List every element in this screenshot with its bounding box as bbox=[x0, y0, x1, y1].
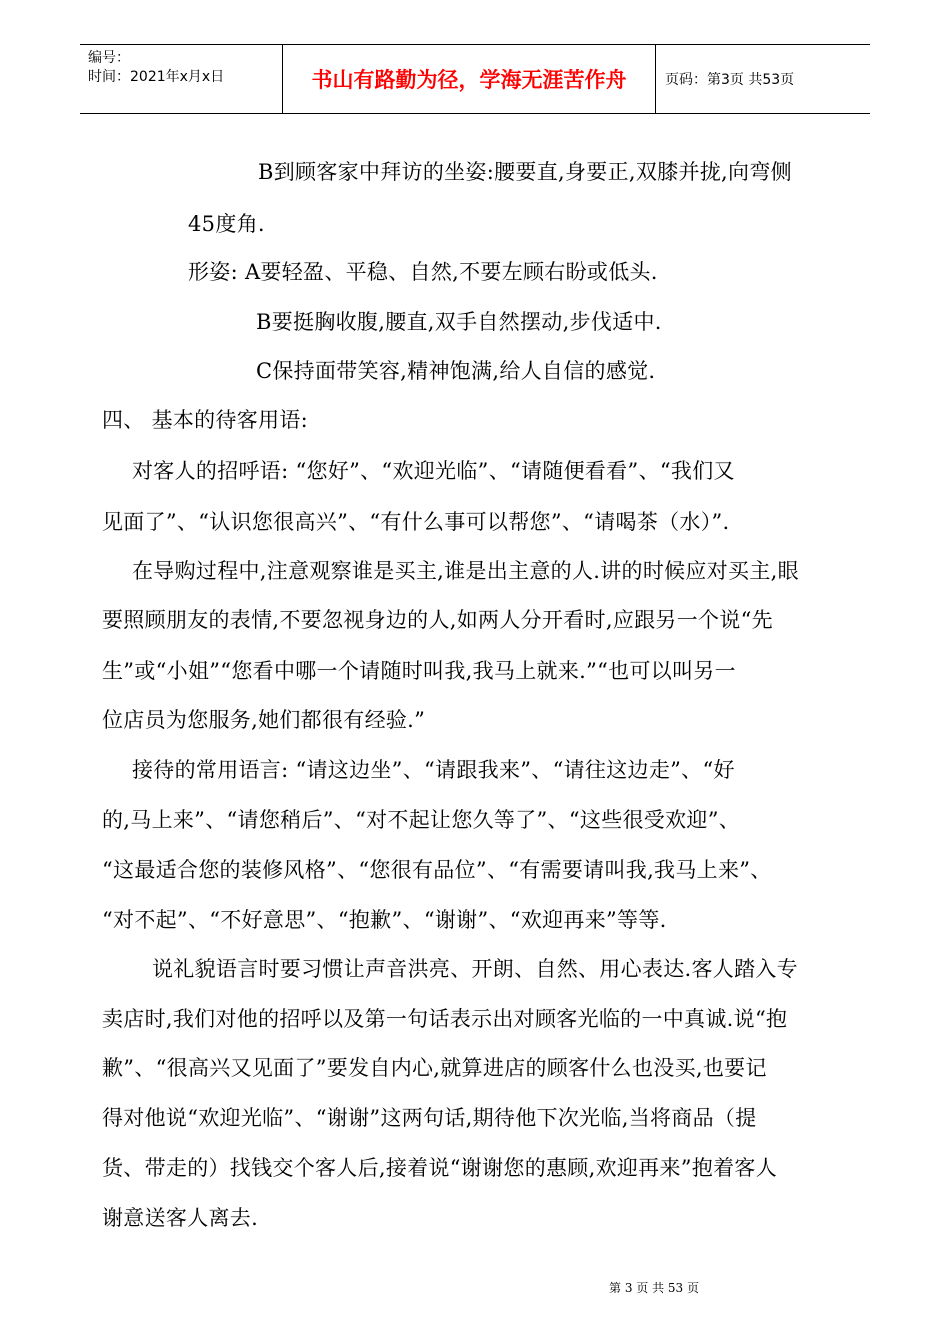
body-line: B要挺胸收腹,腰直,双手自然摆动,步伐适中. bbox=[256, 310, 662, 334]
body-line: 接待的常用语言: “请这边坐”、“请跟我来”、“请往这边走”、“好 bbox=[132, 758, 735, 782]
section-heading: 四、 基本的待客用语: bbox=[102, 408, 309, 432]
body-line: 得对他说“欢迎光临”、“谢谢”这两句话,期待他下次光临,当将商品（提 bbox=[102, 1106, 757, 1130]
body-line: 形姿: A要轻盈、平稳、自然,不要左顾右盼或低头. bbox=[188, 260, 658, 284]
document-time-label: 时间：2021年x月x日 bbox=[88, 69, 225, 85]
body-line: 生”或“小姐”“您看中哪一个请随时叫我,我马上就来.”“也可以叫另一 bbox=[102, 659, 736, 683]
body-line: 要照顾朋友的表情,不要忽视身边的人,如两人分开看时,应跟另一个说“先 bbox=[102, 608, 773, 632]
body-line: “对不起”、“不好意思”、“抱歉”、“谢谢”、“欢迎再来”等等. bbox=[102, 908, 667, 932]
header-page-code: 页码：第3页 共53页 bbox=[665, 72, 795, 88]
body-line: 货、带走的）找钱交个客人后,接着说“谢谢您的惠顾,欢迎再来”抱着客人 bbox=[102, 1156, 778, 1180]
header-motto: 书山有路勤为径，学海无涯苦作舟 bbox=[282, 45, 656, 113]
body-line: 的,马上来”、“请您稍后”、“对不起让您久等了”、“这些很受欢迎”、 bbox=[102, 808, 741, 832]
document-number-label: 编号： bbox=[88, 50, 130, 66]
body-line: 卖店时,我们对他的招呼以及第一句话表示出对顾客光临的一中真诚.说“抱 bbox=[102, 1007, 788, 1031]
body-line: 在导购过程中,注意观察谁是买主,谁是出主意的人.讲的时候应对买主,眼 bbox=[132, 559, 799, 583]
header-meta bbox=[80, 45, 282, 113]
body-line: 对客人的招呼语: “您好”、“欢迎光临”、“请随便看看”、“我们又 bbox=[132, 459, 735, 483]
body-line: 歉”、“很高兴又见面了”要发自内心,就算进店的顾客什么也没买,也要记 bbox=[102, 1056, 767, 1080]
body-line: 谢意送客人离去. bbox=[102, 1206, 259, 1230]
body-line: 见面了”、“认识您很高兴”、“有什么事可以帮您”、“请喝茶（水）”. bbox=[102, 510, 730, 534]
page-footer: 第 3 页 共 53 页 bbox=[609, 1281, 699, 1295]
body-line: 45度角. bbox=[188, 212, 265, 236]
body-line: C保持面带笑容,精神饱满,给人自信的感觉. bbox=[256, 359, 656, 383]
body-line: 说礼貌语言时要习惯让声音洪亮、开朗、自然、用心表达.客人踏入专 bbox=[152, 957, 798, 981]
body-line: “这最适合您的装修风格”、“您很有品位”、“有需要请叫我,我马上来”、 bbox=[102, 858, 772, 882]
body-line: B到顾客家中拜访的坐姿:腰要直,身要正,双膝并拢,向弯侧 bbox=[258, 160, 792, 184]
document-header bbox=[80, 44, 870, 114]
body-line: 位店员为您服务,她们都很有经验.” bbox=[102, 708, 426, 732]
